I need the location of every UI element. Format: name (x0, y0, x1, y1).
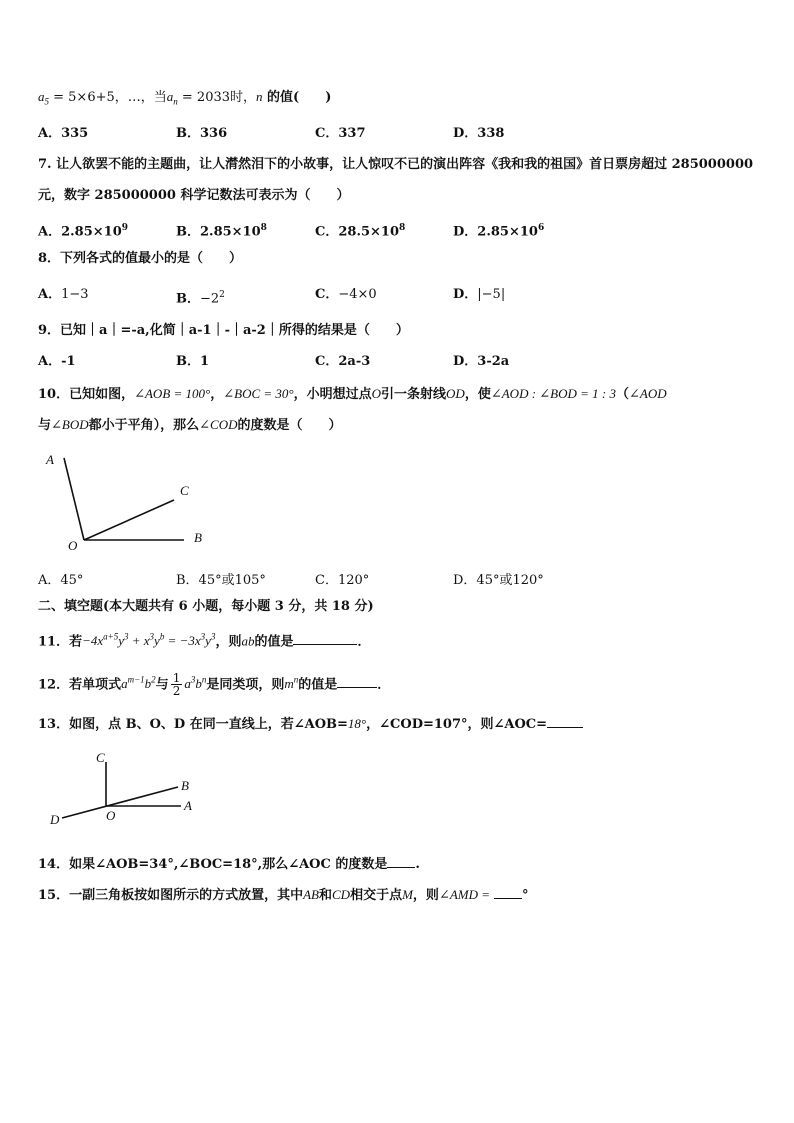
section-heading: 二、填空题(本大题共有 6 小题，每小题 3 分，共 18 分) (38, 599, 374, 614)
q10-figure (38, 448, 218, 558)
label-b: B (181, 778, 189, 793)
q6-stem (38, 88, 331, 111)
q12-stem: 12．若单项式$a^{m-1}b^2$与 $\frac{1}{2}$ $a^3b^n$是同类项，则$m^n$的值是 ． (38, 671, 391, 699)
q7-option-d[interactable]: D．$2.85\times 10^6$ (453, 223, 545, 240)
q13-stem: 13．如图，点 B、O、D 在同一直线上，若∠AOB=18°，∠COD=107°，则∠AOC= (38, 713, 583, 734)
label-o: O (106, 808, 116, 823)
q6-n: n (256, 89, 263, 104)
q13-figure (38, 746, 208, 832)
label-c: C (96, 750, 105, 765)
label-a: A (46, 452, 54, 467)
q8-option-a[interactable]: A．1−3 (38, 287, 89, 302)
line-db (62, 787, 178, 818)
q12-answer-blank[interactable] (337, 673, 377, 688)
q9-option-a[interactable]: A．-1 (38, 354, 76, 369)
q14-answer-blank[interactable] (387, 853, 415, 868)
q11-answer-blank[interactable] (293, 630, 357, 645)
q10-stem-line2: 与∠BOD都小于平角），那么∠COD的度数是（ ） (38, 417, 342, 433)
q9-stem: 9．已知｜a｜=-a,化简｜a-1｜-｜a-2｜所得的结果是（ ） (38, 323, 409, 338)
q10-stem-line1: 10．已知如图，∠AOB = 100°，∠BOC = 30°，小明想过点O引一条射线OD，使∠AOD : ∠BOD = 1 : 3（∠AOD (38, 386, 667, 402)
label-d: D (50, 812, 60, 827)
q10-option-a[interactable]: A．45° (38, 573, 84, 588)
q7-option-a[interactable]: A．$2.85\times 10^9$ (38, 223, 129, 240)
q9-option-b[interactable]: B．1 (176, 354, 210, 369)
q10-option-b[interactable]: B．45°或105° (176, 573, 266, 588)
q7-option-b[interactable]: B．$2.85\times 10^8$ (176, 223, 267, 240)
q13-answer-blank[interactable] (547, 713, 583, 728)
q9-option-c[interactable]: C．2a-3 (315, 354, 371, 369)
q6-option-c[interactable]: C．337 (315, 126, 366, 141)
q10-option-d[interactable]: D．45°或120° (453, 573, 544, 588)
q6-an: $a_n$ (166, 89, 178, 107)
q7-stem-line2: 元，数字 285000000 科学记数法可表示为（ ） (38, 188, 350, 203)
q8-option-c[interactable]: C．−4×0 (315, 287, 377, 302)
q6-option-a[interactable]: A．335 (38, 126, 89, 141)
q11-stem: 11．若$-4x^{a+5}y^3 + x^3y^b = -3x^3y^3$，则ab的值是 ． (38, 632, 371, 650)
label-c: C (180, 483, 189, 498)
q9-option-d[interactable]: D．3-2a (453, 354, 510, 369)
label-o: O (68, 538, 78, 553)
q8-option-d[interactable]: D．|−5| (453, 287, 506, 302)
q15-answer-blank[interactable] (494, 884, 522, 899)
q14-stem: 14．如果∠AOB=34°,∠BOC=18°,那么∠AOC 的度数是 . (38, 853, 420, 874)
label-b: B (194, 530, 202, 545)
q7-stem-line1: 7. 让人欲罢不能的主题曲，让人潸然泪下的小故事，让人惊叹不已的演出阵容《我和我的祖国》首日票房超过 285000000 (38, 157, 754, 172)
q12-fraction: $\frac{1}{2}$ (172, 671, 181, 699)
label-a: A (184, 798, 192, 813)
ray-oa (64, 458, 84, 540)
q7-option-c[interactable]: C．$28.5\times 10^8$ (315, 223, 406, 240)
q6-tail: 的值( ) (262, 90, 332, 105)
q10-option-c[interactable]: C．120° (315, 573, 370, 588)
q15-stem: 15．一副三角板按如图所示的方式放置，其中AB和CD相交于点M，则∠AMD = ° (38, 884, 529, 905)
ray-oc (84, 500, 174, 540)
q6-eq2: = 2033时， (177, 90, 257, 105)
q8-option-b[interactable]: B．$-2^2$ (176, 290, 225, 307)
q6-eq: = 5×6+5，…，当 (49, 90, 167, 105)
q8-stem: 8．下列各式的值最小的是（ ） (38, 251, 243, 266)
q6-a5: $a_5$ (38, 89, 49, 107)
q6-option-b[interactable]: B．336 (176, 126, 228, 141)
q6-option-d[interactable]: D．338 (453, 126, 505, 141)
